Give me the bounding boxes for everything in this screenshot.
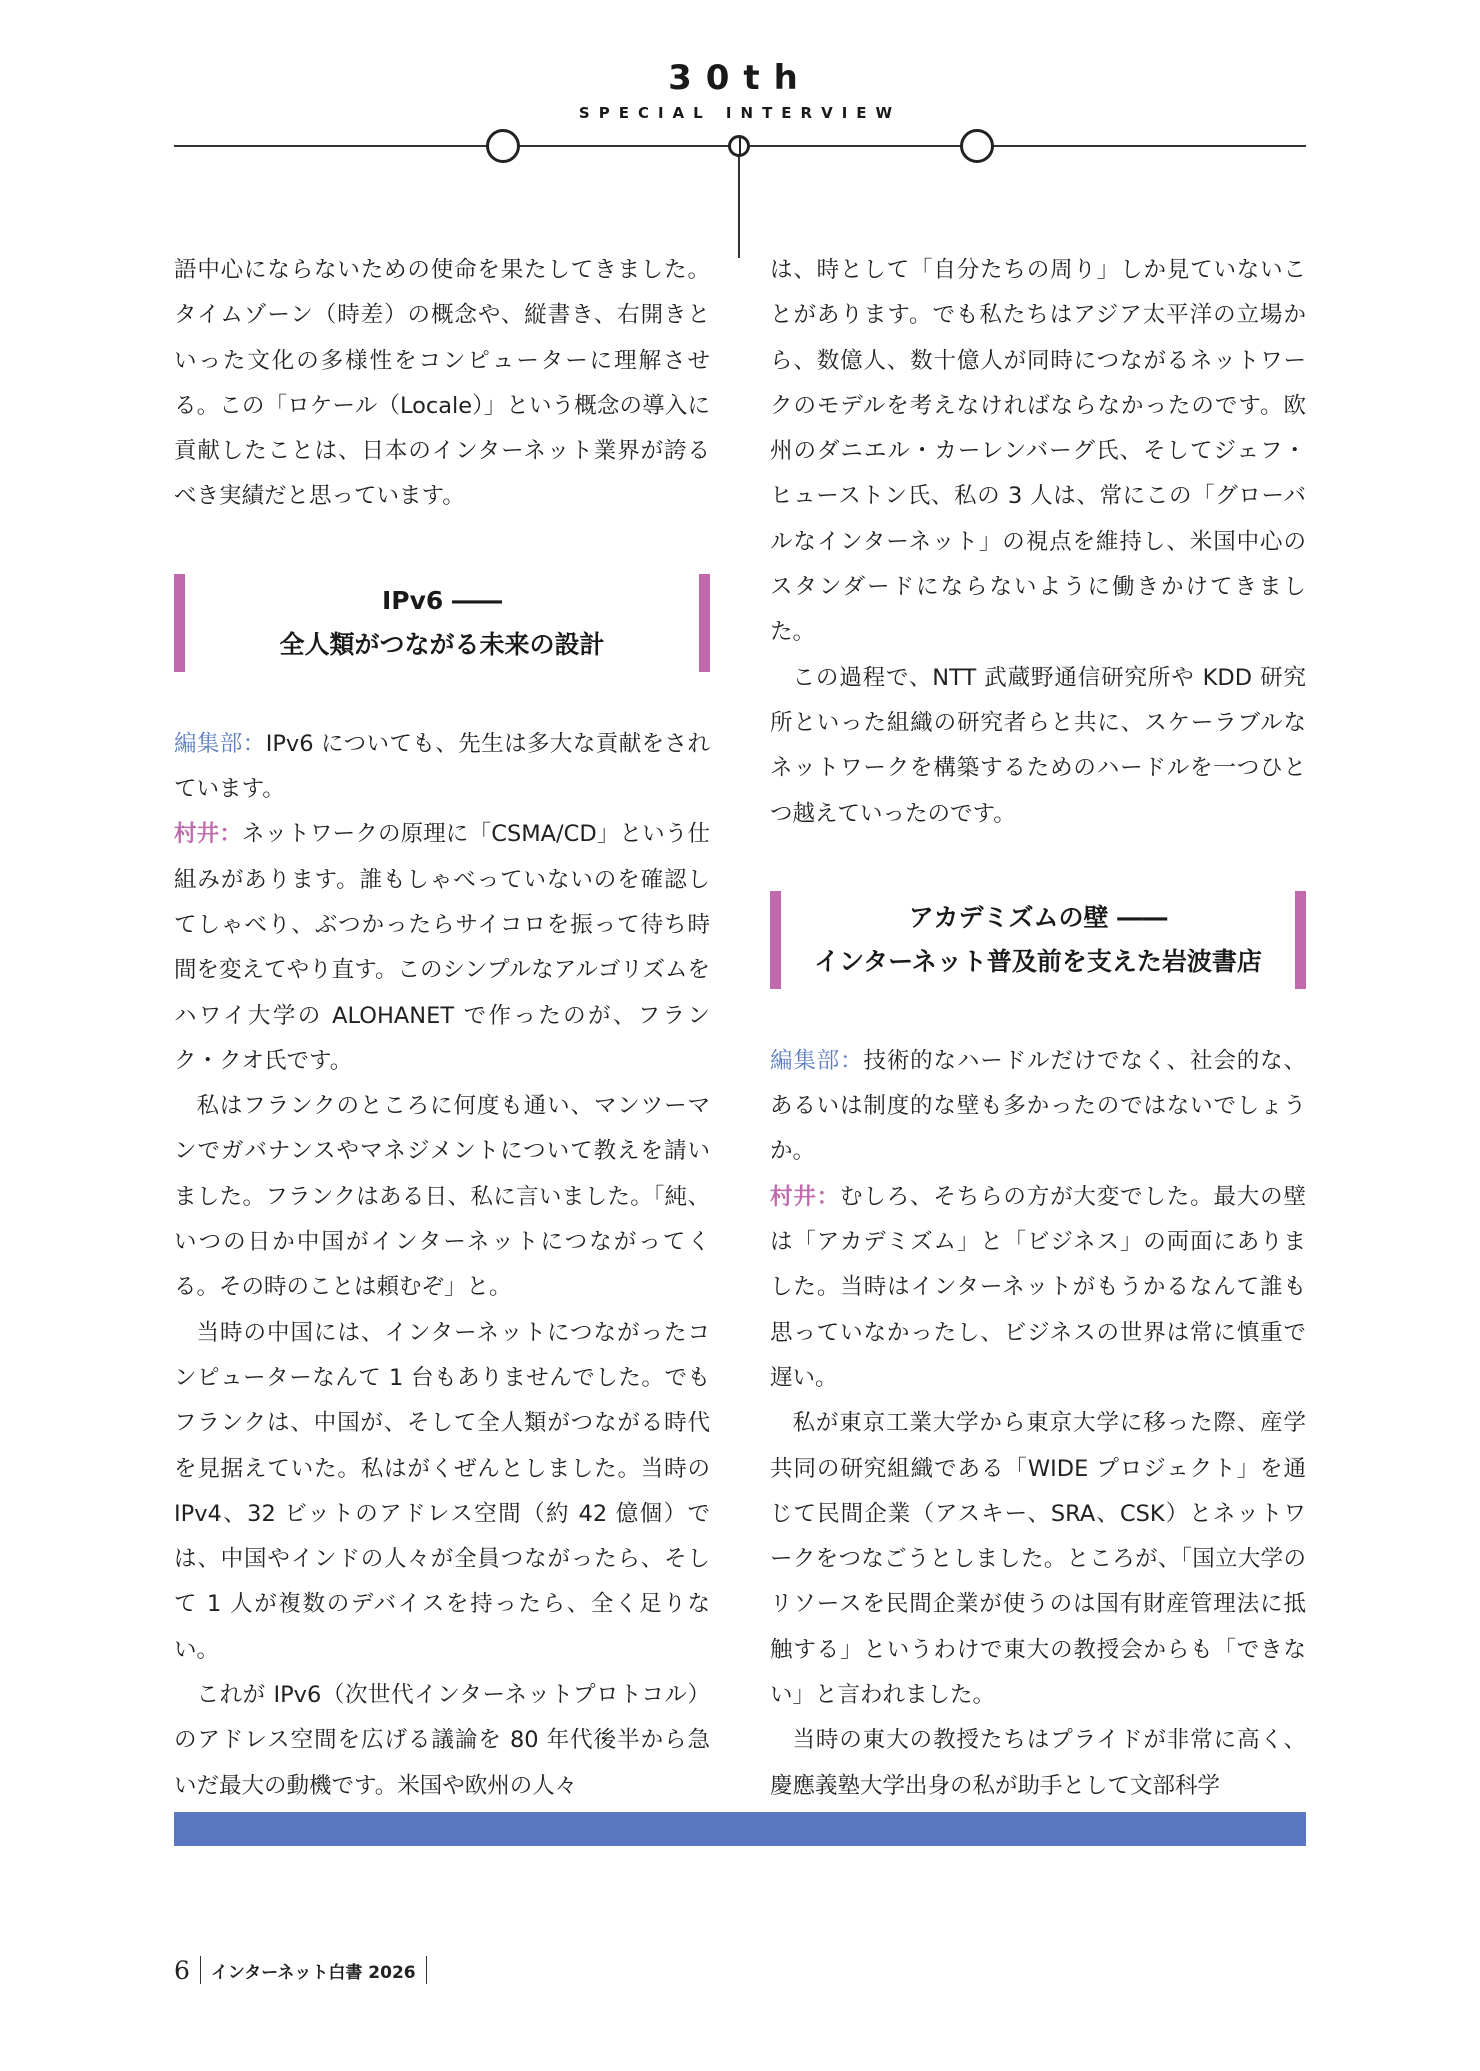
section-heading-academism <box>770 891 1306 989</box>
center-ring-icon <box>728 135 750 157</box>
heading-line: 全人類がつながる未来の設計 <box>279 629 605 659</box>
paragraph: 私が東京工業大学から東京大学に移った際、産学共同の研究組織である「WIDE プロジェクト」を通じて民間企業（アスキー、SRA、CSK）とネットワークをつなごうとしました。ところが、「国立大学のリソースを民間企業が使うのは国有財産管理法に抵触する」というわけで東大の教授会からも「できない」と言われました。 <box>770 1410 1306 1709</box>
bottom-accent-bar <box>174 1812 1306 1846</box>
answer-paragraph <box>770 1175 1306 1401</box>
speaker-murai: 村井： <box>174 821 242 848</box>
left-column <box>174 248 710 1809</box>
magazine-title: インターネット白書 2026 <box>210 1962 416 1983</box>
heading-line: アカデミズムの壁 ―― <box>908 902 1168 932</box>
question-paragraph <box>174 722 710 813</box>
header-title: 30th <box>668 58 812 98</box>
question-text: IPv6 についても、先生は多大な貢献をされています。 <box>174 730 710 803</box>
header-center-divider <box>738 146 740 258</box>
footer-divider <box>200 1956 201 1984</box>
paragraph: は、時として「自分たちの周り」しか見ていないことがあります。でも私たちはアジア太平洋の立場から、数億人、数十億人が同時につながるネットワークのモデルを考えなければならなかったのです。欧州のダニエル・カーレンバーグ氏、そしてジェフ・ヒューストン氏、私の 3 人は、常にこの「グローバルなインターネット」の視点を維持し、米国中心のスタンダードにならないように働きかけてきました。 <box>770 257 1306 646</box>
page-footer <box>174 1952 437 1988</box>
paragraph: 当時の中国には、インターネットにつながったコンピューターなんて 1 台もありませんでした。でもフランクは、中国が、そして全人類がつながる時代を見据えていた。私はがくぜんとしました。当時の IPv4、32 ビットのアドレス空間（約 42 億個）では、中国やインドの人々が全員つながったら、そして 1 人が複数のデバイスを持ったら、全く足りない。 <box>174 1319 710 1663</box>
question-paragraph <box>770 1039 1306 1175</box>
answer-text: むしろ、そちらの方が大変でした。最大の壁は「アカデミズム」と「ビジネス」の両面にありました。当時はインターネットがもうかるなんて誰も思っていなかったし、ビジネスの世界は常に慎重で遅い。 <box>770 1183 1306 1391</box>
footer-divider <box>426 1956 427 1984</box>
paragraph: この過程で、NTT 武蔵野通信研究所や KDD 研究所といった組織の研究者らと共に、スケーラブルなネットワークを構築するためのハードルを一つひとつ越えていったのです。 <box>770 664 1306 827</box>
paragraph: これが IPv6（次世代インターネットプロトコル）のアドレス空間を広げる議論を 80 年代後半から急いだ最大の動機です。米国や欧州の人々 <box>174 1682 710 1799</box>
question-text: 技術的なハードルだけでなく、社会的な、あるいは制度的な壁も多かったのではないでしょうか。 <box>770 1047 1306 1165</box>
speaker-murai: 村井： <box>770 1183 841 1210</box>
header-subtitle: SPECIAL INTERVIEW <box>578 104 902 122</box>
paragraph: 私はフランクのところに何度も通い、マンツーマンでガバナンスやマネジメントについて教えを請いました。フランクはある日、私に言いました。「純、いつの日か中国がインターネットにつながってくる。その時のことは頼むぞ」と。 <box>174 1093 710 1301</box>
heading-line: インターネット普及前を支えた岩波書店 <box>814 946 1262 976</box>
left-ring-icon <box>486 129 520 163</box>
paragraph: 語中心にならないための使命を果たしてきました。タイムゾーン（時差）の概念や、縦書き、右開きといった文化の多様性をコンピューターに理解させる。この「ロケール（Locale）」という概念の導入に貢献したことは、日本のインターネット業界が誇るべき実績だと思っています。 <box>174 257 710 510</box>
speaker-editor: 編集部： <box>174 730 266 757</box>
paragraph: 当時の東大の教授たちはプライドが非常に高く、慶應義塾大学出身の私が助手として文部科学 <box>770 1727 1306 1799</box>
right-ring-icon <box>960 129 994 163</box>
heading-line: IPv6 ―― <box>381 585 503 615</box>
page-number: 6 <box>174 1955 190 1985</box>
answer-paragraph <box>174 812 710 1084</box>
right-column <box>770 248 1306 1809</box>
answer-text: ネットワークの原理に「CSMA/CD」という仕組みがあります。誰もしゃべっていないのを確認してしゃべり、ぶつかったらサイコロを振って待ち時間を変えてやり直す。このシンプルなアルゴリズムをハワイ大学の ALOHANET で作ったのが、フランク・クオ氏です。 <box>174 821 710 1074</box>
section-heading-ipv6 <box>174 574 710 672</box>
speaker-editor: 編集部： <box>770 1047 864 1074</box>
